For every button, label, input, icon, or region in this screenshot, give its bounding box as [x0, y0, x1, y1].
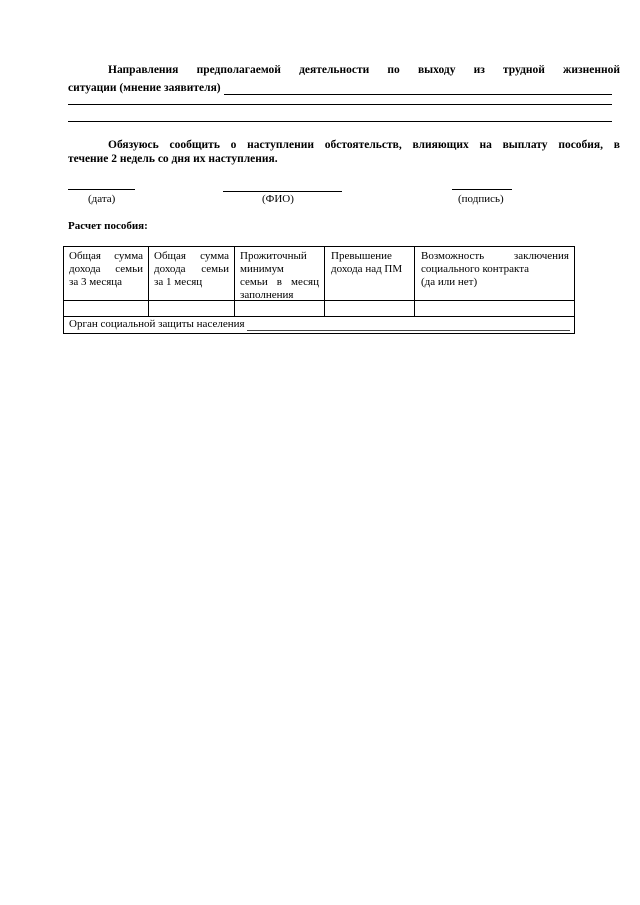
authority-blank-line [247, 322, 570, 331]
blank-line [68, 104, 612, 105]
calculation-title: Расчет пособия: [68, 220, 148, 232]
header-cell-subsistence-minimum [235, 247, 325, 302]
header-cell-income-1-month [149, 247, 235, 302]
intro-line-1: Направления предполагаемой деятельности по выходу из трудной жизненной [108, 64, 620, 76]
date-blank-line [68, 189, 135, 190]
header-text: семьи в месяц [240, 276, 319, 288]
header-text: (да или нет) [421, 276, 478, 288]
table-cell [325, 301, 415, 316]
date-label: (дата) [88, 193, 116, 205]
table-cell [235, 301, 325, 316]
signature-label: (подпись) [458, 193, 504, 205]
header-text: Возможность заключения [421, 250, 569, 262]
table-cell [149, 301, 235, 316]
table-header-row [64, 247, 574, 301]
table-empty-row [64, 301, 574, 317]
header-text: Превышение [331, 250, 392, 262]
table-cell [415, 301, 574, 316]
header-text: минимум [240, 263, 284, 275]
benefit-calculation-table [63, 246, 575, 334]
authority-label: Орган социальной защиты населения [69, 318, 245, 330]
blank-line [68, 121, 612, 122]
header-text: Общая сумма [154, 250, 229, 262]
name-blank-line [223, 191, 342, 192]
header-text: за 1 месяц [154, 276, 203, 288]
header-text: заполнения [240, 289, 294, 301]
intro-line-2-text: ситуации (мнение заявителя) [68, 82, 221, 94]
authority-row [64, 317, 574, 333]
header-text: Прожиточный [240, 250, 307, 262]
header-cell-income-excess [325, 247, 415, 302]
applicant-opinion-blank-line [224, 84, 612, 95]
header-cell-social-contract [415, 247, 574, 302]
header-text: дохода над ПМ [331, 263, 403, 275]
pledge-line-1: Обязуюсь сообщить о наступлении обстоятельств, влияющих на выплату пособия, в [108, 139, 620, 151]
header-text: социального контракта [421, 263, 530, 275]
intro-line-2 [68, 81, 612, 95]
signature-blank-line [452, 189, 512, 190]
header-cell-income-3-months [64, 247, 149, 302]
pledge-line-2: течение 2 недель со дня их наступления. [68, 153, 278, 165]
header-text: дохода семьи [154, 263, 229, 275]
table-cell [64, 301, 149, 316]
header-text: за 3 месяца [69, 276, 123, 288]
header-text: Общая сумма [69, 250, 143, 262]
header-text: дохода семьи [69, 263, 143, 275]
name-label: (ФИО) [262, 193, 294, 205]
